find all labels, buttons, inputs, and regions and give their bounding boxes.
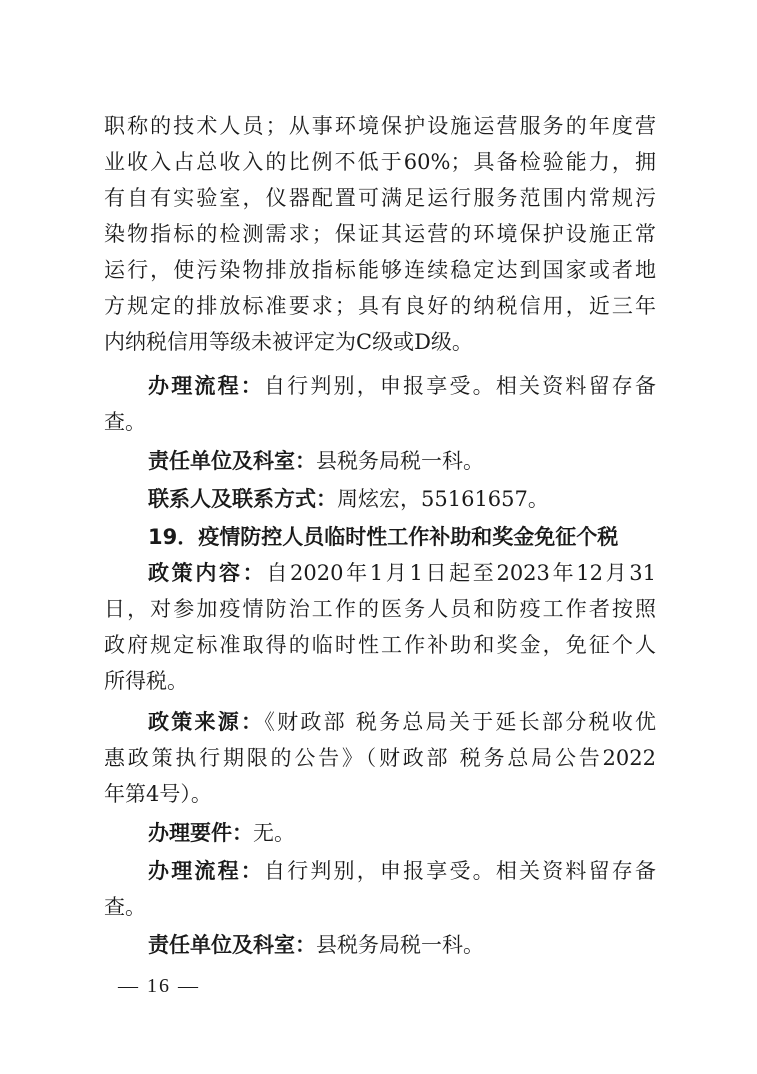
- text-line: 查。: [104, 895, 146, 919]
- policy-source-label: 政策来源：: [148, 710, 265, 734]
- contact-label: 联系人及联系方式：: [148, 487, 337, 511]
- text-line: 运行，使污染物排放指标能够连续稳定达到国家或者地: [104, 258, 656, 282]
- policy-content-line: [148, 555, 656, 591]
- contact-line: [148, 481, 656, 517]
- text-line: 有自有实验室，仪器配置可满足运行服务范围内常规污: [104, 186, 656, 210]
- section-heading: 19．疫情防控人员临时性工作补助和奖金免征个税: [148, 525, 619, 549]
- process-label: 办理流程：: [148, 859, 264, 883]
- contact-text: 周炫宏，55161657。: [337, 487, 549, 511]
- text-line: 政府规定标准取得的临时性工作补助和奖金，免征个人: [104, 633, 656, 657]
- text-line: 惠政策执行期限的公告》（财政部 税务总局公告2022: [104, 746, 656, 770]
- policy-source-text: 《财政部 税务总局关于延长部分税收优: [264, 710, 656, 734]
- text-line: 所得税。: [104, 669, 188, 693]
- process-text: 自行判别，申报享受。相关资料留存备: [263, 374, 656, 398]
- policy-content-label: 政策内容：: [148, 561, 267, 585]
- process-line: [148, 368, 656, 404]
- unit-text: 县税务局税一科。: [316, 449, 484, 473]
- process-label: 办理流程：: [148, 374, 264, 398]
- unit-label: 责任单位及科室：: [148, 449, 316, 473]
- requirements-text: 无。: [253, 821, 295, 845]
- text-line: 方规定的排放标准要求；具有良好的纳税信用，近三年: [104, 294, 656, 318]
- text-line: 职称的技术人员；从事环境保护设施运营服务的年度营: [104, 114, 656, 138]
- text-line: 染物指标的检测需求；保证其运营的环境保护设施正常: [104, 222, 656, 246]
- process-text: 自行判别，申报享受。相关资料留存备: [263, 859, 656, 883]
- text-line: 年第4号）。: [104, 782, 212, 806]
- text-line: 内纳税信用等级未被评定为C级或D级。: [104, 330, 473, 354]
- page-number: — 16 —: [118, 975, 200, 997]
- text-line: 查。: [104, 410, 146, 434]
- unit-line: [148, 927, 656, 963]
- unit-line: [148, 443, 656, 479]
- unit-text: 县税务局税一科。: [316, 933, 484, 957]
- process-line: [148, 853, 656, 889]
- requirements-label: 办理要件：: [148, 821, 253, 845]
- requirements-line: [148, 815, 656, 851]
- text-line: 日，对参加疫情防治工作的医务人员和防疫工作者按照: [104, 597, 656, 621]
- text-line: 业收入占总收入的比例不低于60%；具备检验能力，拥: [104, 150, 656, 174]
- policy-source-line: [148, 704, 656, 740]
- unit-label: 责任单位及科室：: [148, 933, 316, 957]
- policy-content-text: 自2020年1月1日起至2023年12月31: [266, 561, 656, 585]
